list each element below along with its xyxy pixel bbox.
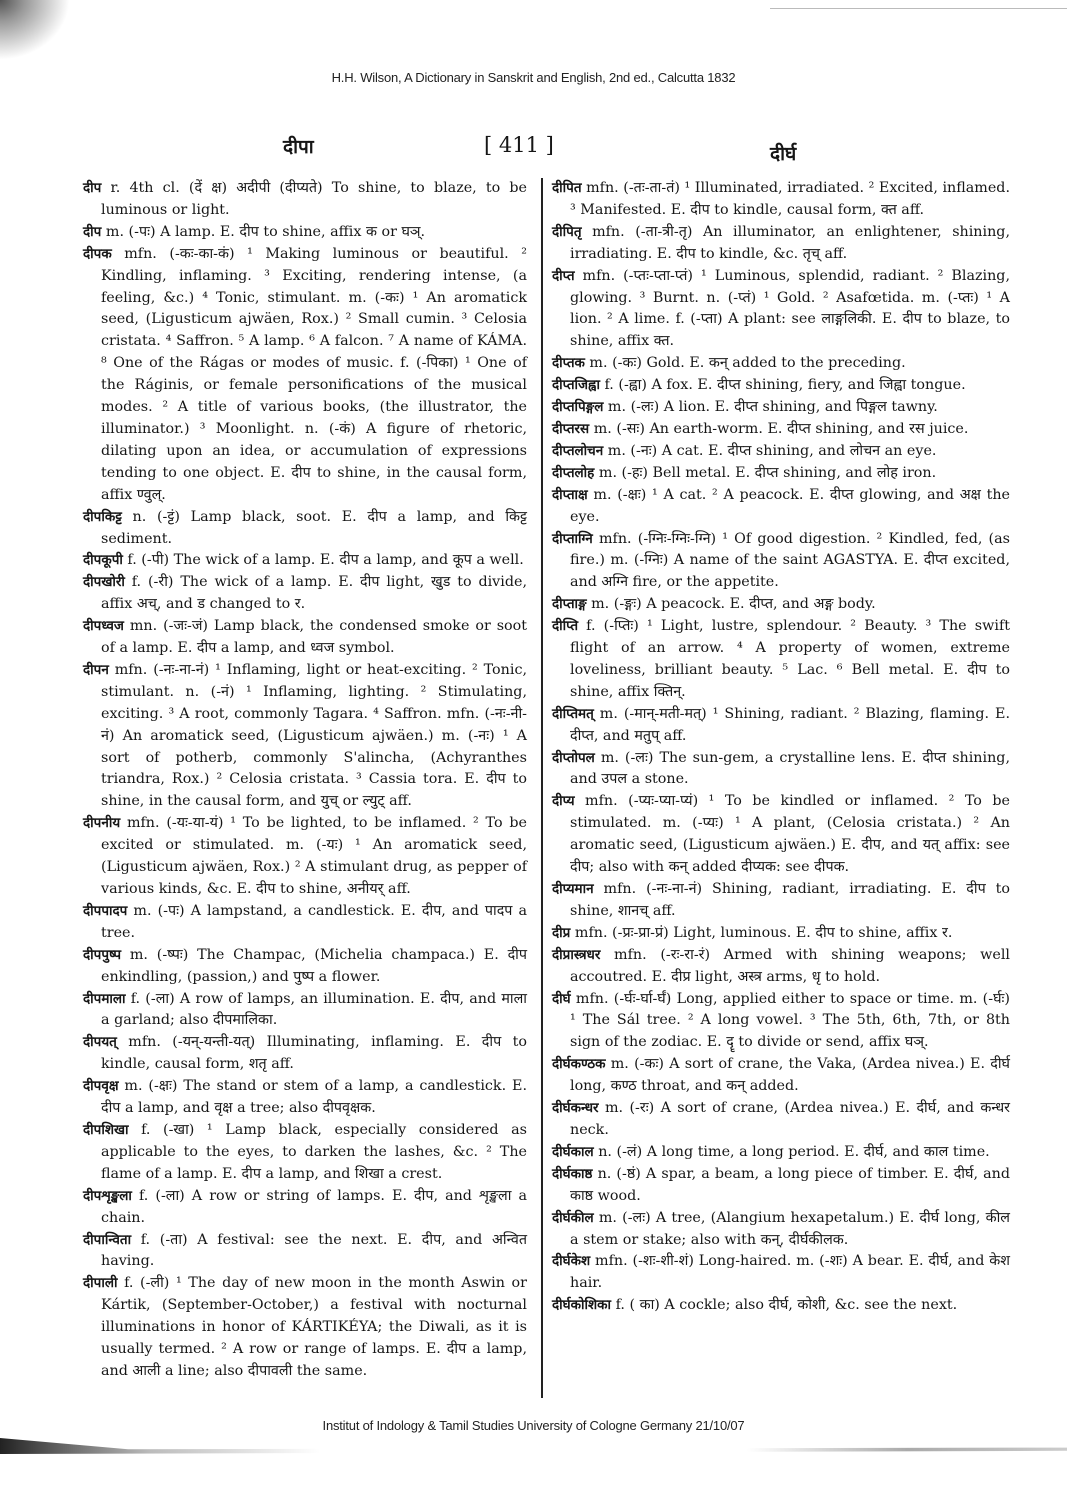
entry-headword: दीप्रास्त्रधर: [552, 946, 601, 963]
entry-definition: f. ( का) A cockle; also दीर्घ, कोशी, &c. see the next.: [611, 1297, 958, 1314]
entry-headword: दीर्घकोशिका: [552, 1297, 612, 1314]
entry-headword: दीप्र: [552, 924, 571, 941]
dictionary-entry: [83, 989, 527, 1033]
dictionary-entry: [552, 529, 1010, 595]
entry-headword: दीपखोरी: [83, 574, 125, 591]
column-divider: [541, 178, 543, 1398]
entry-definition: f. (-ला) A row or string of lamps. E. दीप, and शृङ्खला a chain.: [101, 1187, 527, 1226]
entry-headword: दीपनीय: [83, 815, 121, 832]
entry-definition: m. (-लः) The sun-gem, a crystalline lens. E. दीप्त shining, and उपल a stone.: [570, 749, 1010, 788]
entry-definition: m. (-नः) A cat. E. दीप्त shining, and लोचन an eye.: [603, 442, 937, 459]
entry-definition: m. (-क्षः) The stand or stem of a lamp, a candlestick. E. दीप a lamp, and वृक्ष a tree; also दीपवृक्षक.: [101, 1078, 527, 1117]
entry-definition: r. 4th cl. (दें क्ष) अदीपी (दीप्यते) To shine, to blaze, to be luminous or light.: [101, 180, 527, 218]
entry-definition: f. (-री) The wick of a lamp. E. दीप light, खुड to divide, affix अच्, and ड changed to र.: [101, 574, 527, 613]
entry-definition: mfn. (-र्घः-र्घा-र्घं) Long, applied either to space or time. m. (-र्घः) ¹ The Sál tree. ² A long vowel. ³ The 5th, 6th, 7th, or 8th sign of the zodiac. E. दॄ to divide or send, affix घञ्.: [570, 990, 1010, 1051]
dictionary-entry: [552, 616, 1010, 704]
entry-headword: दीपकिट्ट: [83, 508, 122, 525]
dictionary-entry: [552, 485, 1010, 529]
dictionary-entry: [552, 791, 1010, 879]
entry-definition: mfn. (-नः-ना-नं) Shining, radiant, irradiating. E. दीप to shine, शानच् aff.: [570, 881, 1010, 919]
dictionary-entry: [552, 704, 1010, 748]
entry-definition: mfn. (-ता-त्री-तृ) An illuminator, an enlightener, shining, irradiating. E. दीप to kindle, &c. तृच् aff.: [570, 223, 1010, 262]
dictionary-entry: [83, 1032, 527, 1076]
scan-shadow-bottom: [0, 1438, 1067, 1454]
entry-definition: mfn. (-यः-या-यं) ¹ To be lighted, to be inflamed. ² To be excited or stimulated. m. (-यः) ¹ An aromatick seed, (Ligusticum ajwäen, Rox.) ² A stimulant drug, as pepper of various kinds, &c. E. दीप to shine, अनीयर् aff.: [101, 815, 527, 897]
entry-headword: दीप्ताङ्ग: [552, 596, 587, 613]
running-head-right: दीर्घ: [770, 143, 797, 165]
dictionary-entry: [552, 594, 1010, 616]
dictionary-entry: [83, 813, 527, 901]
entry-headword: दीप्तपिङ्गल: [552, 399, 604, 416]
dictionary-entry: [83, 616, 527, 660]
dictionary-entry: [552, 441, 1010, 463]
entry-headword: दीप्तक: [552, 355, 585, 372]
entry-definition: m. (-रः) A sort of crane, (Ardea nivea.) E. दीर्घ, and कन्धर neck.: [570, 1100, 1010, 1138]
entry-definition: f. (-ता) A festival: see the next. E. दीप, and अन्वित having.: [101, 1231, 527, 1270]
dictionary-entry: [83, 901, 527, 945]
dictionary-entry: [552, 419, 1010, 441]
entry-headword: दीप्ताग्नि: [552, 530, 593, 547]
entry-definition: f. (-खा) ¹ Lamp black, especially considered as applicable to the eyes, to darken the lashes, &c. ² The flame of a lamp. E. दीप a lamp, and शिखा a crest.: [101, 1121, 527, 1182]
entry-headword: दीपपादप: [83, 902, 128, 919]
dictionary-entry: [552, 353, 1010, 375]
entry-headword: दीपित: [552, 180, 582, 196]
entry-headword: दीप्य: [552, 793, 575, 810]
entry-headword: दीपमाला: [83, 990, 126, 1007]
entry-definition: m. (-कः) Gold. E. कन् added to the preceding.: [584, 355, 906, 372]
entry-headword: दीप्त: [552, 267, 575, 284]
entry-definition: m. (-ष्पः) The Champac, (Michelia champaca.) E. दीप enkindling, (passion,) and पुष्प a flower.: [101, 946, 527, 985]
entry-definition: mfn. (-नः-ना-नं) ¹ Inflaming, light or heat-exciting. ² Tonic, stimulant. n. (-नं) ¹ Inflaming, lighting. ² Stimulating, exciting. ³ A root, commonly Tagara. ⁴ Saffron. mfn. (-नः-नी-नं) An aromatick seed, (Ligusticum ajwäen.) m. (-नः) ¹ A sort of potherb, commonly S'alincha, (Achyranthes triandra, Rox.) ² Celosia cristata. ³ Cassia tora. E. दीप to shine, in the causal form, and युच् or ल्युट् aff.: [101, 661, 527, 810]
dictionary-entry: [552, 222, 1010, 266]
entry-definition: mn. (-जः-जं) Lamp black, the condensed smoke or soot of a lamp. E. दीप a lamp, and ध्वज symbol.: [101, 618, 527, 657]
entry-definition: mfn. (-तः-ता-तं) ¹ Illuminated, irradiated. ² Excited, inflamed. ³ Manifested. E. दीप to kindle, causal form, क्त aff.: [570, 180, 1010, 218]
entry-headword: दीपशृङ्खला: [83, 1187, 132, 1204]
scan-artifact-line: [770, 8, 1067, 9]
dictionary-entry: [552, 375, 1010, 397]
entry-headword: दीप्तरस: [552, 420, 590, 437]
entry-headword: दीपकूपी: [83, 552, 123, 569]
dictionary-entry: [552, 989, 1010, 1055]
entry-headword: दीप: [83, 180, 102, 196]
entry-headword: दीर्घकाष्ठ: [552, 1165, 593, 1182]
dictionary-entry: [552, 748, 1010, 792]
entry-definition: f. (-प्तिः) ¹ Light, lustre, splendour. ² Beauty. ³ The swift flight of an arrow. ⁴ A property of women, extreme loveliness, brilliant beauty. ⁵ Lac. ⁶ Bell metal. E. दीप to shine, affix क्तिन्.: [570, 618, 1010, 700]
dictionary-entry: [83, 244, 527, 507]
dictionary-entry: [83, 945, 527, 989]
entry-headword: दीर्घकेश: [552, 1253, 591, 1270]
entry-definition: m. (-क्षः) ¹ A cat. ² A peacock. E. दीप्त glowing, and अक्ष the eye.: [570, 486, 1010, 525]
entry-headword: दीपन: [83, 661, 109, 678]
entry-definition: n. (-लं) A long time, a long period. E. दीर्घ, and काल time.: [593, 1143, 990, 1160]
dictionary-entry: [552, 1054, 1010, 1098]
entry-definition: mfn. (-शः-शी-शं) Long-haired. m. (-शः) A bear. E. दीर्घ, and केश hair.: [570, 1253, 1010, 1292]
dictionary-entry: [552, 1208, 1010, 1252]
entry-headword: दीपध्वज: [83, 618, 124, 635]
entry-definition: m. (-लः) A lion. E. दीप्त shining, and पिङ्गल tawny.: [603, 399, 938, 416]
dictionary-entry: [83, 572, 527, 616]
dictionary-entry: [552, 923, 1010, 945]
dictionary-entry: [552, 397, 1010, 419]
dictionary-entry: [83, 1230, 527, 1274]
entry-headword: दीप: [83, 223, 102, 240]
entry-definition: m. (-सः) An earth-worm. E. दीप्त shining, and रस juice.: [589, 420, 969, 437]
entry-definition: m. (-पः) A lamp. E. दीप to shine, affix क or घञ्.: [101, 223, 426, 240]
source-banner: H.H. Wilson, A Dictionary in Sanskrit and English, 2nd ed., Calcutta 1832: [331, 70, 736, 85]
entry-headword: दीर्घ: [552, 990, 571, 1007]
entry-definition: mfn. (-प्यः-प्या-प्यं) ¹ To be kindled or inflamed. ² To be stimulated. m. (-प्यः) ¹ A plant, (Celosia cristata.) ² An aromatic seed, (Ligusticum ajwäen.) E. दीप, and यत् affix: see दीप; also with कन् added दीप्यक: see दीपक.: [570, 793, 1010, 876]
dictionary-entry: [552, 266, 1010, 354]
dictionary-entry: [552, 1251, 1010, 1295]
dictionary-entry: [552, 945, 1010, 989]
entry-definition: mfn. (-रः-रा-रं) Armed with shining weapons; well accoutred. E. दीप्र light, अस्त्र arms, धृ to hold.: [570, 946, 1010, 985]
entry-headword: दीपवृक्ष: [83, 1078, 119, 1095]
dictionary-entry: [552, 463, 1010, 485]
entry-headword: दीप्तलोह: [552, 464, 595, 481]
entry-headword: दीपान्विता: [83, 1231, 132, 1248]
dictionary-entry: [83, 1273, 527, 1383]
entry-headword: दीपशिखा: [83, 1121, 129, 1138]
page-number: [ 411 ]: [484, 133, 554, 157]
dictionary-entry: [552, 1164, 1010, 1208]
dictionary-entry: [552, 879, 1010, 923]
entry-headword: दीपपुष्प: [83, 946, 122, 963]
entry-definition: f. (-पी) The wick of a lamp. E. दीप a lamp, and कूप a well.: [122, 552, 524, 569]
entry-headword: दीप्ति: [552, 618, 579, 635]
institution-footer: Institut of Indology & Tamil Studies University of Cologne Germany 21/10/07: [322, 1418, 745, 1433]
left-column: [83, 178, 527, 1383]
entry-definition: mfn. (-कः-का-कं) ¹ Making luminous or beautiful. ² Kindling, inflaming. ³ Exciting, rendering intense, (a feeling, &c.) ⁴ Tonic, stimulant. m. (-कः) ¹ An aromatick seed, (Ligusticum ajwäen, Rox.) ² Small cumin. ³ Celosia cristata. ⁴ Saffron. ⁵ A lamp. ⁶ A falcon. ⁷ A name of KÁMA. ⁸ One of the Rágas or modes of music. f. (-पिका) ¹ One of the Ráginis, or female personifications of the musical modes. ² A title of various books, (the illustrator, the illuminator.) ³ Moonlight. n. (-कं) A figure of rhetoric, dilating upon an idea, or accumulation of expressions tending to one object. E. दीप to shine, in the causal form, affix ण्वुल्.: [101, 245, 527, 503]
entry-headword: दीप्ताक्ष: [552, 486, 588, 503]
scan-shadow-top-left: [0, 0, 70, 60]
entry-definition: m. (-ङ्गः) A peacock. E. दीप्त, and अङ्ग body.: [586, 596, 876, 613]
dictionary-entry: [83, 1186, 527, 1230]
entry-definition: f. (-ह्वा) A fox. E. दीप्त shining, fiery, and जिह्वा tongue.: [599, 377, 966, 394]
dictionary-entry: [552, 1295, 1010, 1317]
entry-definition: f. (-ला) A row of lamps, an illumination. E. दीप, and माला a garland; also दीपमालिका.: [101, 990, 527, 1029]
entry-definition: mfn. (-प्तः-प्ता-प्तं) ¹ Luminous, splendid, radiant. ² Blazing, glowing. ³ Burnt. n. (-प्तं) ¹ Gold. ² Asafœtida. m. (-प्तः) ¹ A lion. ² A lime. f. (-प्ता) A plant: see लाङ्गलिकी. E. दीप to blaze, to shine, affix क्त.: [570, 267, 1010, 350]
entry-headword: दीपाली: [83, 1275, 118, 1292]
dictionary-entry: [83, 507, 527, 551]
right-column: [552, 178, 1010, 1317]
dictionary-entry: [83, 550, 527, 572]
entry-headword: दीर्घकन्धर: [552, 1100, 599, 1117]
dictionary-entry: [552, 178, 1010, 222]
entry-definition: mfn. (-प्रः-प्रा-प्रं) Light, luminous. E. दीप to shine, affix र.: [570, 924, 953, 941]
entry-headword: दीर्घकाल: [552, 1143, 594, 1160]
dictionary-entry: [552, 1142, 1010, 1164]
entry-headword: दीप्तिमत्: [552, 705, 594, 722]
entry-definition: m. (-हः) Bell metal. E. दीप्त shining, and लोह iron.: [594, 464, 937, 481]
entry-definition: m. (-कः) A sort of crane, the Vaka, (Ardea nivea.) E. दीर्घ long, कण्ठ throat, and कन् added.: [570, 1056, 1010, 1095]
entry-definition: m. (-मान्-मती-मत्) ¹ Shining, radiant. ² Blazing, flaming. E. दीप्त, and मतुप् aff.: [570, 705, 1010, 744]
entry-definition: n. (-ट्टं) Lamp black, soot. E. दीप a lamp, and किट्ट sediment.: [101, 508, 527, 547]
running-head-left: दीपा: [283, 136, 314, 158]
entry-headword: दीप्तोपल: [552, 749, 595, 766]
entry-headword: दीपयत्: [83, 1034, 117, 1051]
entry-headword: दीप्तजिह्वा: [552, 377, 600, 394]
dictionary-entry: [83, 178, 527, 222]
entry-definition: n. (-ष्ठं) A spar, a beam, a long piece of timber. E. दीर्घ, and काष्ठ wood.: [570, 1165, 1010, 1204]
entry-definition: f. (-ली) ¹ The day of new moon in the month Aswin or Kártik, (September-October,) a festival with nocturnal illuminations in honor of KÁRTIKÉYA; the Diwali, as it is usually termed. ² A row or range of lamps. E. दीप a lamp, and आली a line; also दीपावली the same.: [101, 1275, 527, 1379]
entry-headword: दीपितृ: [552, 223, 582, 240]
entry-definition: m. (-लः) A tree, (Alangium hexapetalum.) E. दीर्घ long, कील a stem or stake; also with कन्, दीर्घकीलक.: [570, 1209, 1010, 1248]
dictionary-entry: [83, 1120, 527, 1186]
entry-headword: दीर्घकण्ठक: [552, 1056, 606, 1073]
dictionary-entry: [83, 660, 527, 813]
dictionary-entry: [83, 222, 527, 244]
entry-headword: दीर्घकील: [552, 1209, 594, 1226]
entry-definition: mfn. (-ग्निः-ग्निः-ग्नि) ¹ Of good digestion. ² Kindled, fed, (as fire.) m. (-ग्निः) A name of the saint AGASTYA. E. दीप्त excited, and अग्नि fire, or the appetite.: [570, 530, 1010, 591]
entry-definition: m. (-पः) A lampstand, a candlestick. E. दीप, and पादप a tree.: [101, 902, 527, 941]
entry-headword: दीप्तलोचन: [552, 442, 604, 459]
dictionary-entry: [83, 1076, 527, 1120]
dictionary-entry: [552, 1098, 1010, 1142]
entry-definition: mfn. (-यन्-यन्ती-यत्) Illuminating, inflaming. E. दीप to kindle, causal form, शतृ aff.: [101, 1034, 527, 1073]
entry-headword: दीप्यमान: [552, 881, 594, 897]
entry-headword: दीपक: [83, 245, 112, 262]
